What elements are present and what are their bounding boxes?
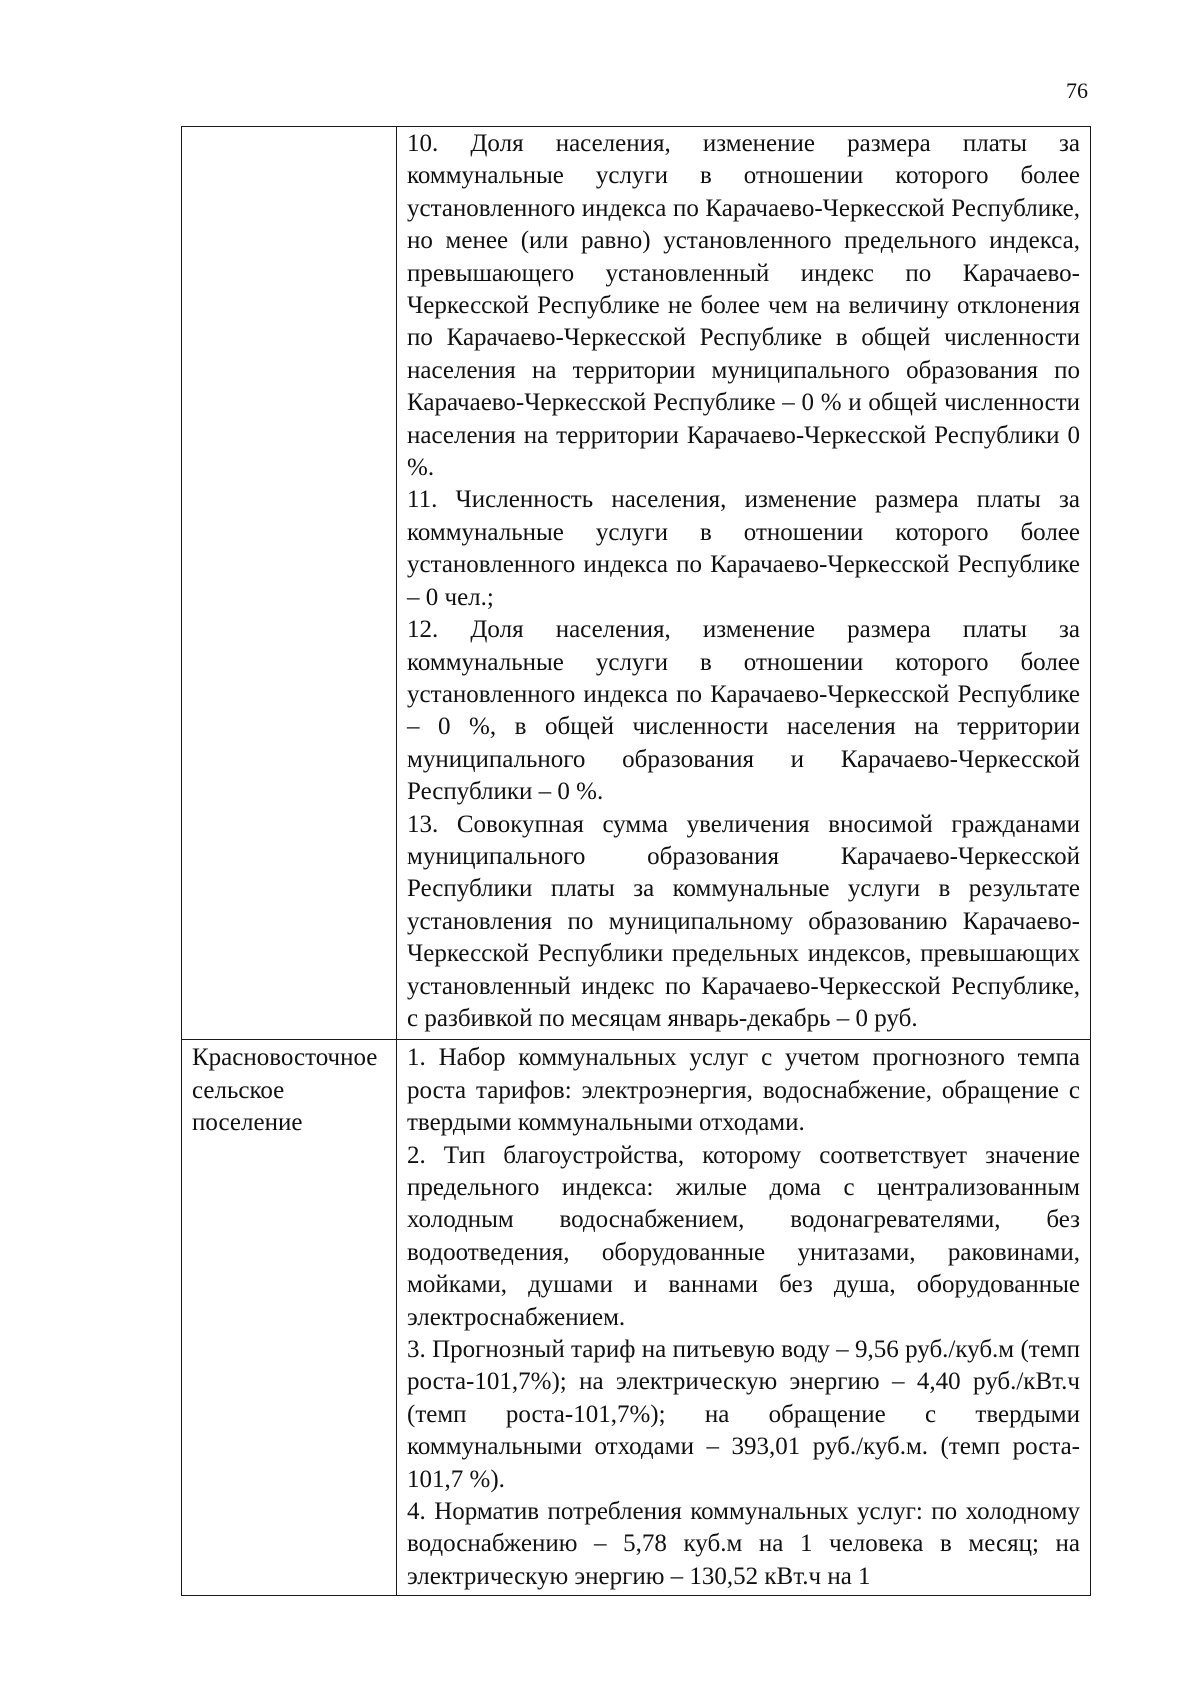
list-item: 4. Норматив потребления коммунальных услуг: по холодному водоснабжению – 5,78 куб.м на 1 человека в месяц; на электрическую энергию – 130,52 кВт.ч на 1: [407, 1498, 1080, 1590]
indicators-cell: [397, 127, 1091, 1040]
document-table: [181, 126, 1091, 1596]
list-item: 12. Доля населения, изменение размера платы за коммунальные услуги в отношении которого более установленного индекса по Карачаево-Черкесской Республике – 0 %, в общей численности населения на территории муниципального образования и Карачаево-Черкесской Республики – 0 %.: [407, 616, 1080, 806]
list-item: 13. Совокупная сумма увеличения вносимой гражданами муниципального образования Карачаево-Черкесской Республики платы за коммунальные услуги в результате установления по муниципальному образованию Карачаево-Черкесской Республики предельных индексов, превышающих установленный индекс по Карачаево-Черкесской Республике, с разбивкой по месяцам январь-декабрь – 0 руб.: [407, 810, 1080, 1032]
list-item: 11. Численность населения, изменение размера платы за коммунальные услуги в отношении которого более установленного индекса по Карачаево-Черкесской Республике – 0 чел.;: [407, 486, 1080, 611]
page-number: 76: [1066, 78, 1088, 103]
settlement-name-cell: Красновосточное сельское поселение: [182, 1040, 397, 1596]
list-item: 10. Доля населения, изменение размера платы за коммунальные услуги в отношении которого более установленного индекса по Карачаево-Черкесской Республике, но менее (или равно) установленного предельного индекса, превышающего установленный индекс по Карачаево-Черкесской Республике не более чем на величину отклонения по Карачаево-Черкесской Республике в общей численности населения на территории муниципального образования по Карачаево-Черкесской Республике – 0 % и общей численности населения на территории Карачаево-Черкесской Республики 0 %.: [407, 130, 1080, 482]
indicators-cell: [397, 1040, 1091, 1596]
list-item: 2. Тип благоустройства, которому соответствует значение предельного индекса: жилые дома с централизованным холодным водоснабжением, водонагревателями, без водоотведения, оборудованные унитазами, раковинами, мойками, душами и ваннами без душа, оборудованные электроснабжением.: [407, 1141, 1080, 1331]
settlement-name-cell: [182, 127, 397, 1040]
table-row: [182, 127, 1091, 1040]
table-row: [182, 1040, 1091, 1596]
list-item: 1. Набор коммунальных услуг с учетом прогнозного темпа роста тарифов: электроэнергия, водоснабжение, обращение с твердыми коммунальными отходами.: [407, 1044, 1080, 1137]
list-item: 3. Прогнозный тариф на питьевую воду – 9,56 руб./куб.м (темп роста-101,7%); на электрическую энергию – 4,40 руб./кВт.ч (темп роста-101,7%); на обращение с твердыми коммунальными отходами – 393,01 руб./куб.м. (темп роста- 101,7 %).: [407, 1336, 1080, 1493]
